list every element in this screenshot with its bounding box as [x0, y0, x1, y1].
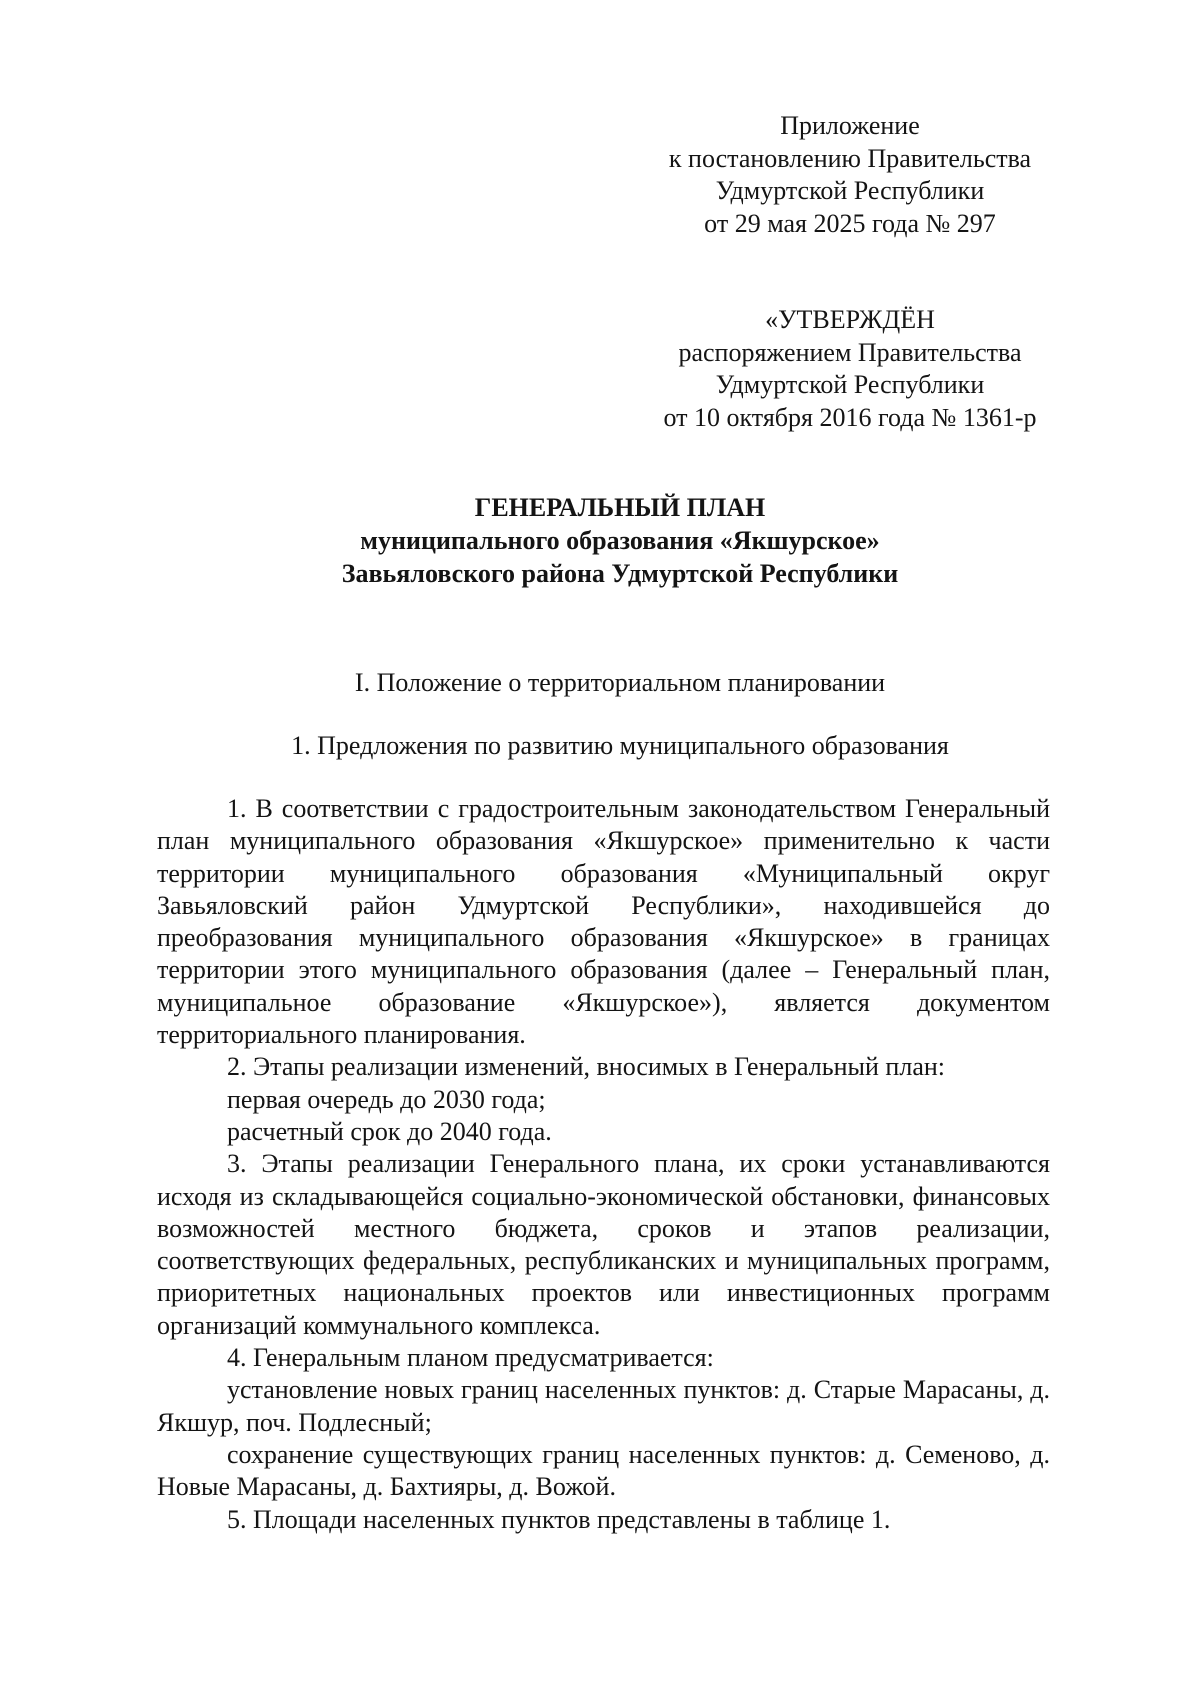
approval-line-3: Удмуртской Республики [715, 370, 985, 399]
approval-block [630, 304, 1070, 434]
paragraph-2-item-2: расчетный срок до 2040 года. [227, 1116, 552, 1146]
approval-line-2: распоряжением Правительства [678, 337, 1022, 367]
body-text [157, 793, 1050, 1536]
paragraph-5: 5. Площади населенных пунктов представлены в таблице 1. [227, 1504, 891, 1534]
paragraph-2: 2. Этапы реализации изменений, вносимых в Генеральный план: [227, 1052, 945, 1082]
paragraph-4-item-1: установление новых границ населенных пунктов: д. Старые Марасаны, д. Якшур, поч. Подлесный; [157, 1375, 1050, 1437]
title-line-2: муниципального образования «Якшурское» [360, 526, 880, 555]
paragraph-2-item-1: первая очередь до 2030 года; [227, 1084, 546, 1114]
annex-block [640, 110, 1060, 240]
approval-line-1: «УТВЕРЖДЁН [765, 305, 935, 334]
document-title [160, 491, 1080, 590]
approval-line-4: от 10 октября 2016 года № 1361-р [663, 402, 1037, 432]
annex-line-4: от 29 мая 2025 года № 297 [704, 208, 996, 238]
paragraph-4: 4. Генеральным планом предусматривается: [227, 1343, 714, 1373]
title-line-1: ГЕНЕРАЛЬНЫЙ ПЛАН [474, 493, 766, 522]
section-heading: I. Положение о территориальном планировании [354, 668, 886, 697]
subsection-heading: 1. Предложения по развитию муниципального образования [291, 731, 949, 760]
paragraph-3: 3. Этапы реализации Генерального плана, их сроки устанавливаются исходя из складывающейся социально-экономической обстановки, финансовых возможностей местного бюджета, сроков и этапов реализации, соответствующих федеральных, республиканских и муниципальных программ, приоритетных национальных проектов или инвестиционных программ организаций коммунального комплекса. [157, 1149, 1050, 1340]
paragraph-4-item-2: сохранение существующих границ населенных пунктов: д. Семеново, д. Новые Марасаны, д. Бахтияры, д. Вожой. [157, 1439, 1050, 1502]
title-line-3: Завьяловского района Удмуртской Республики [341, 559, 899, 588]
paragraph-1: 1. В соответствии с градостроительным законодательством Генеральный план муниципального образования «Якшурское» применительно к части территории муниципального образования «Муниципальный округ Завьяловский район Удмуртской Республики», находившейся до преобразования муниципального образования «Якшурское» в границах территории этого муниципального образования (далее – Генеральный план, муниципальное образование «Якшурское»), является документом территориального планирования. [157, 794, 1050, 1050]
annex-line-3: Удмуртской Республики [715, 176, 985, 205]
annex-line-1: Приложение [780, 111, 920, 140]
annex-line-2: к постановлению Правительства [668, 143, 1032, 173]
